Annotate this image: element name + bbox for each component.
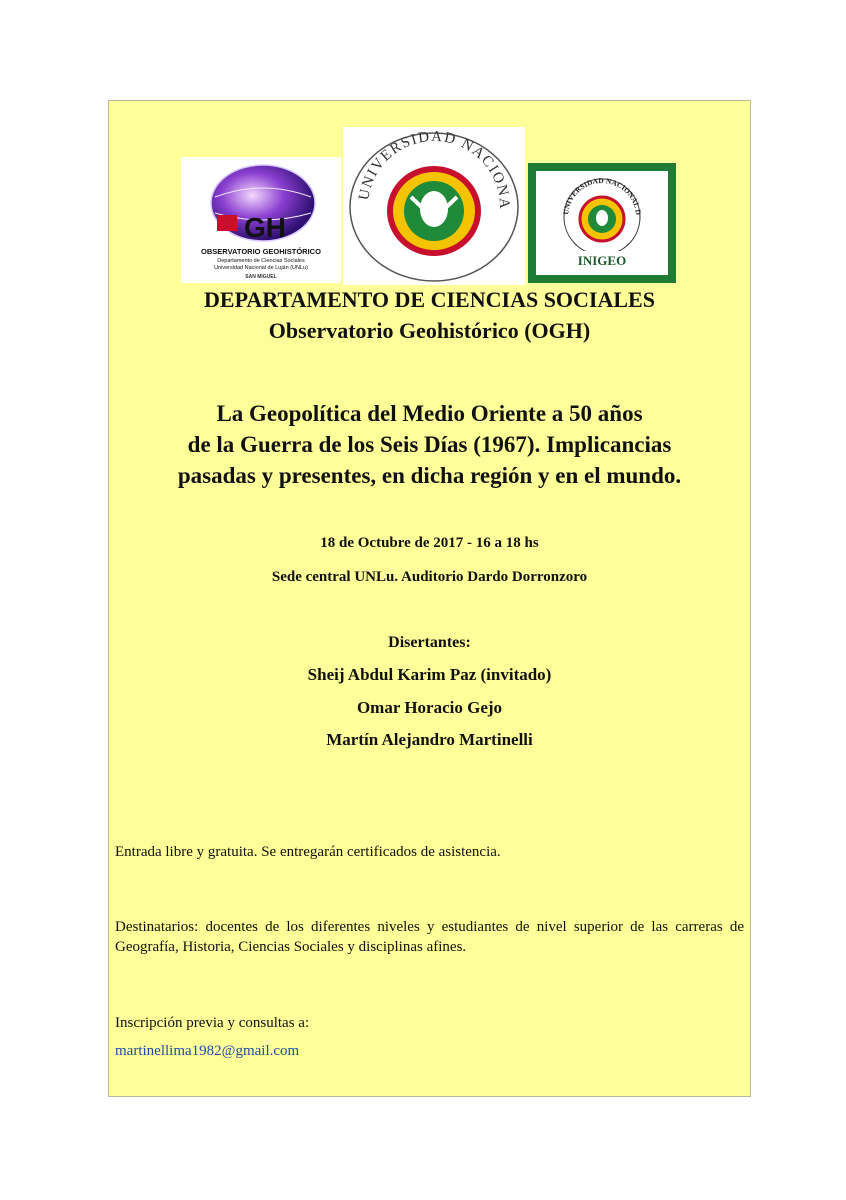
contact-email-link[interactable]: martinellima1982@gmail.com [115,1043,300,1059]
entry-info: Entrada libre y gratuita. Se entregarán certificados de asistencia. [115,844,501,860]
speaker-name: Omar Horacio Gejo [356,698,503,717]
speaker-name: Martín Alejandro Martinelli [326,730,533,749]
observatory-heading: Observatorio Geohistórico (OGH) [268,318,591,343]
ogh-logo [181,157,341,283]
department-heading: DEPARTAMENTO DE CIENCIAS SOCIALES [204,287,655,312]
event-title [108,398,751,491]
globe-icon [181,157,341,247]
eagle-icon [596,210,608,226]
inigeo-logo [528,163,676,283]
ogh-caption: OBSERVATORIO GEOHISTÓRICO [201,247,321,256]
title-line: pasadas y presentes, en dicha región y en el mundo. [177,463,682,488]
ogh-dept: Departamento de Ciencias Sociales [217,258,305,264]
ogh-mark: GH [244,212,286,243]
event-date: 18 de Octubre de 2017 - 16 a 18 hs [320,535,539,551]
inigeo-ring-text: UNIVERSIDAD NACIONAL D [561,175,643,216]
speaker-name: Sheij Abdul Karim Paz (invitado) [307,665,552,684]
title-line: de la Guerra de los Seis Días (1967). Implicancias [187,432,672,457]
ogh-univ: Universidad Nacional de Luján (UNLu) [214,265,308,271]
unlu-seal-logo [343,127,525,285]
title-line: La Geopolítica del Medio Oriente a 50 años [216,401,643,426]
unlu-ring-text: UNIVERSIDAD NACIONA [356,128,513,211]
ogh-campus: SAN MIGUEL [245,274,277,280]
inigeo-label: INIGEO [577,253,627,268]
registration-info: Inscripción previa y consultas a: [115,1015,310,1031]
event-venue: Sede central UNLu. Auditorio Dardo Dorronzoro [271,569,588,585]
speakers-heading: Disertantes: [388,634,471,651]
audience-info: Destinatarios: docentes de los diferentes niveles y estudiantes de nivel superior de las carreras de Geografía, Historia, Ciencias Sociales y disciplinas afines. [115,919,744,955]
